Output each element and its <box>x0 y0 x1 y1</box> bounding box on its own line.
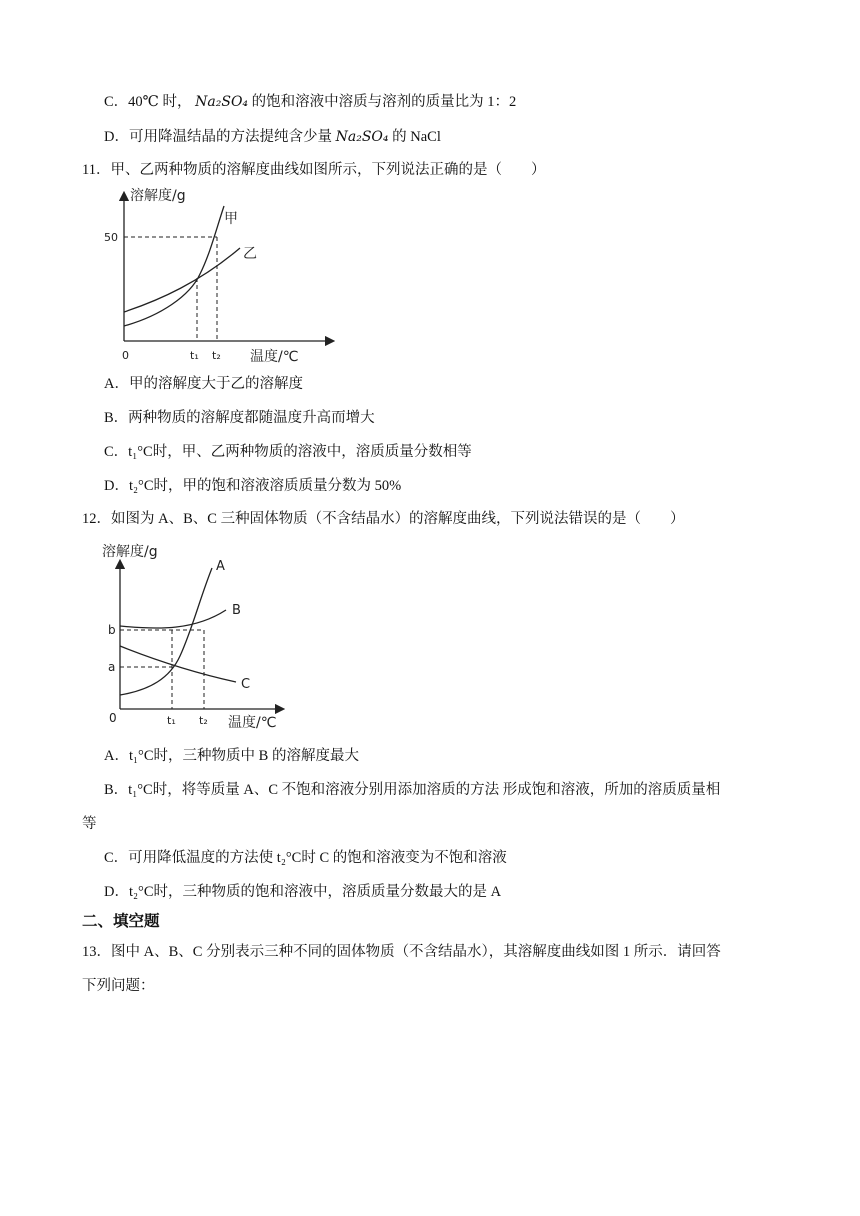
q11-solubility-chart <box>100 186 320 366</box>
q11-xtick-t2: t₂ <box>212 349 221 362</box>
q11-option-a: A．甲的溶解度大于乙的溶解度 <box>104 376 303 392</box>
q12-series-a: A <box>216 559 225 574</box>
q12-curve-c <box>120 646 236 682</box>
q12-xlabel: 温度/℃ <box>228 715 277 731</box>
q11-option-c: C．t₁°C时，甲、乙两种物质的溶液中，溶质质量分数相等 <box>104 444 472 460</box>
q11-ylabel: 溶解度/g <box>130 188 186 204</box>
q10-option-d-formula: Na₂SO₄ <box>335 129 389 145</box>
q12-option-c: C．可用降低温度的方法使 t₂°C时 C 的饱和溶液变为不饱和溶液 <box>104 850 507 866</box>
q12-solubility-chart <box>100 538 290 731</box>
q11-stem: 11．甲、乙两种物质的溶解度曲线如图所示，下列说法正确的是（ ） <box>82 162 546 178</box>
q10-option-c-suffix: 的饱和溶液中溶质与溶剂的质量比为 1：2 <box>251 94 517 110</box>
q11-ytick-50: 50 <box>104 231 118 244</box>
q12-xtick-t1: t₁ <box>167 714 176 727</box>
q12-series-c: C <box>241 677 251 692</box>
q12-option-d: D．t₂°C时，三种物质的饱和溶液中，溶质质量分数最大的是 A <box>104 884 502 900</box>
q12-option-b-line2: 等 <box>82 816 97 832</box>
q10-option-d-prefix: D．可用降温结晶的方法提纯含少量 <box>104 129 332 145</box>
q11-curve-yi <box>124 248 240 312</box>
q11-origin: 0 <box>122 349 129 362</box>
q11-curve-jia <box>124 206 224 326</box>
q12-series-b: B <box>232 603 241 618</box>
q12-xtick-t2: t₂ <box>199 714 208 727</box>
q12-option-a: A．t₁°C时，三种物质中 B 的溶解度最大 <box>104 748 359 764</box>
q11-series-yi: 乙 <box>243 246 257 262</box>
q11-option-d: D．t₂°C时，甲的饱和溶液溶质质量分数为 50% <box>104 478 402 494</box>
q12-stem: 12．如图为 A、B、C 三种固体物质（不含结晶水）的溶解度曲线，下列说法错误的是（ ） <box>82 511 685 527</box>
section-title-fill-in: 二、填空题 <box>82 912 160 930</box>
q12-curve-b <box>120 610 226 628</box>
q11-series-jia: 甲 <box>224 211 238 227</box>
q10-option-c-formula: Na₂SO₄ <box>195 94 249 110</box>
q11-xtick-t1: t₁ <box>190 349 199 362</box>
q10-option-d <box>104 127 441 147</box>
q12-curve-a <box>120 568 212 695</box>
q12-ylabel: 溶解度/g <box>102 544 158 560</box>
q10-option-c <box>104 92 516 112</box>
q12-ytick-a: a <box>108 660 116 674</box>
q11-xlabel: 温度/℃ <box>250 349 299 365</box>
q12-ytick-b: b <box>108 623 116 637</box>
q13-stem-line1: 13．图中 A、B、C 分别表示三种不同的固体物质（不含结晶水），其溶解度曲线如图 1 所示．请回答 <box>82 944 721 960</box>
q12-origin: 0 <box>109 711 117 725</box>
q11-option-b: B．两种物质的溶解度都随温度升高而增大 <box>104 410 375 426</box>
q12-option-b-line1: B．t₁°C时，将等质量 A、C 不饱和溶液分别用添加溶质的方法 形成饱和溶液，所加的溶质质量相 <box>104 782 721 798</box>
q10-option-c-prefix: C．40℃ 时， <box>104 94 192 110</box>
q13-stem-line2: 下列问题： <box>82 978 155 994</box>
q10-option-d-suffix: 的 NaCl <box>392 129 441 145</box>
